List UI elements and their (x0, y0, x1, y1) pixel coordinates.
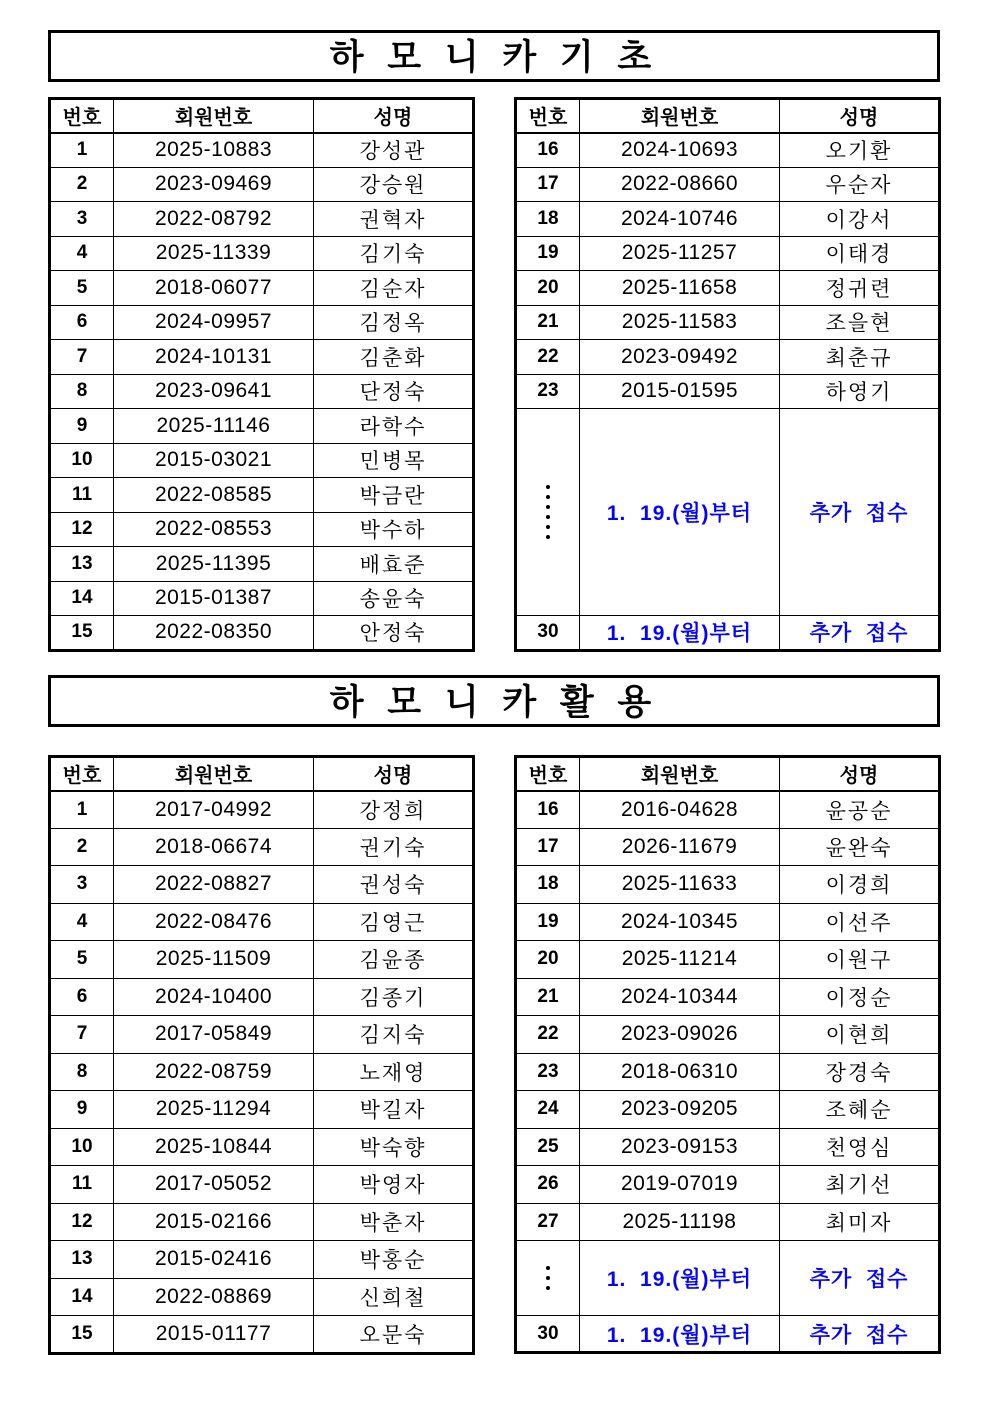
roster-table-basic-right (514, 97, 941, 652)
cell-notice-status-text: 추가 접수 (809, 1323, 909, 1347)
cell-no: 19 (516, 236, 580, 271)
table-row (50, 547, 474, 582)
table-row (516, 941, 940, 979)
cell-member-id: 2025-11395 (114, 547, 314, 582)
cell-member-id: 2017-05052 (114, 1166, 314, 1204)
cell-member-id: 2023-09492 (580, 340, 780, 375)
cell-notice-date (580, 616, 780, 651)
cell-name: 우순자 (780, 167, 940, 202)
column-header: 번호 (50, 99, 114, 133)
cell-member-id: 2022-08792 (114, 202, 314, 237)
table-row (516, 340, 940, 375)
cell-member-id: 2023-09641 (114, 374, 314, 409)
table-row (516, 1203, 940, 1241)
cell-name: 이선주 (780, 903, 940, 941)
cell-name: 천영심 (780, 1128, 940, 1166)
cell-no: 18 (516, 866, 580, 904)
table-row (516, 791, 940, 829)
final-row (516, 616, 940, 651)
cell-no: 4 (50, 903, 114, 941)
cell-member-id: 2025-10844 (114, 1128, 314, 1166)
cell-name: 이원구 (780, 941, 940, 979)
cell-member-id: 2022-08660 (580, 167, 780, 202)
cell-member-id: 2023-09153 (580, 1128, 780, 1166)
cell-name: 강정희 (314, 791, 474, 829)
cell-notice-status (780, 1316, 940, 1353)
roster-table-basic-left (48, 97, 475, 652)
table-row (516, 202, 940, 237)
cell-member-id: 2018-06310 (580, 1053, 780, 1091)
table-row (516, 1128, 940, 1166)
table-row (50, 1016, 474, 1054)
table-row (50, 374, 474, 409)
cell-member-id: 2015-03021 (114, 443, 314, 478)
cell-notice-date (580, 1316, 780, 1353)
cell-notice-date (580, 409, 780, 616)
cell-no: 10 (50, 1128, 114, 1166)
cell-name: 정귀련 (780, 271, 940, 306)
cell-no: 22 (516, 1016, 580, 1054)
cell-no: 30 (516, 1316, 580, 1353)
cell-member-id: 2015-01595 (580, 374, 780, 409)
cell-member-id: 2024-09957 (114, 305, 314, 340)
cell-no: 8 (50, 1053, 114, 1091)
cell-notice-date (580, 1241, 780, 1316)
cell-no: 26 (516, 1166, 580, 1204)
cell-member-id: 2017-05849 (114, 1016, 314, 1054)
cell-name: 노재영 (314, 1053, 474, 1091)
notice-row (516, 1241, 940, 1316)
cell-no: 23 (516, 1053, 580, 1091)
cell-member-id: 2019-07019 (580, 1166, 780, 1204)
cell-name: 최미자 (780, 1203, 940, 1241)
cell-no: 17 (516, 167, 580, 202)
cell-name: 김정옥 (314, 305, 474, 340)
header-row (50, 99, 474, 133)
cell-no: 5 (50, 271, 114, 306)
cell-notice-status-text: 추가 접수 (809, 502, 909, 525)
cell-notice-status (780, 1241, 940, 1316)
cell-notice-status (780, 616, 940, 651)
cell-name: 강승원 (314, 167, 474, 202)
table-row (516, 305, 940, 340)
table-row (50, 581, 474, 616)
table-row (516, 1166, 940, 1204)
cell-no: 20 (516, 941, 580, 979)
cell-no: 6 (50, 305, 114, 340)
cell-member-id: 2025-11583 (580, 305, 780, 340)
column-header: 회원번호 (580, 757, 780, 791)
cell-name: 조을현 (780, 305, 940, 340)
cell-name: 김순자 (314, 271, 474, 306)
table-row (50, 236, 474, 271)
cell-member-id: 2022-08476 (114, 903, 314, 941)
column-header: 번호 (50, 757, 114, 791)
table-row (50, 305, 474, 340)
cell-member-id: 2018-06674 (114, 828, 314, 866)
cell-name: 김윤종 (314, 941, 474, 979)
cell-notice-date-text: 1. 19.(월)부터 (606, 1323, 753, 1347)
cell-name: 하영기 (780, 374, 940, 409)
cell-name: 박춘자 (314, 1203, 474, 1241)
cell-no: 15 (50, 616, 114, 651)
cell-member-id: 2026-11679 (580, 828, 780, 866)
table-row (50, 340, 474, 375)
cell-no: 14 (50, 1278, 114, 1316)
cell-no: 27 (516, 1203, 580, 1241)
header-row (50, 757, 474, 791)
cell-no: 18 (516, 202, 580, 237)
table-row (50, 512, 474, 547)
cell-name: 김춘화 (314, 340, 474, 375)
cell-name: 이현희 (780, 1016, 940, 1054)
cell-no: 12 (50, 1203, 114, 1241)
cell-name: 최춘규 (780, 340, 940, 375)
cell-member-id: 2023-09205 (580, 1091, 780, 1129)
table-row (516, 866, 940, 904)
table-row (50, 866, 474, 904)
table-row (50, 1053, 474, 1091)
cell-member-id: 2024-10345 (580, 903, 780, 941)
final-row (516, 1316, 940, 1353)
table-row (50, 1091, 474, 1129)
cell-notice-status-text: 추가 접수 (809, 1268, 909, 1291)
cell-notice-status-text: 추가 접수 (809, 622, 909, 646)
table-row (516, 236, 940, 271)
cell-member-id: 2025-11339 (114, 236, 314, 271)
table-row (516, 1053, 940, 1091)
cell-no: 21 (516, 978, 580, 1016)
cell-no: 17 (516, 828, 580, 866)
cell-no: 23 (516, 374, 580, 409)
cell-name: 박금란 (314, 478, 474, 513)
cell-member-id: 2022-08827 (114, 866, 314, 904)
section-title-basic: 하 모 니 카 기 초 (329, 38, 659, 77)
vertical-ellipsis-icon (517, 485, 579, 539)
cell-name: 박숙향 (314, 1128, 474, 1166)
table-row (516, 978, 940, 1016)
cell-name: 단정숙 (314, 374, 474, 409)
cell-member-id: 2015-02166 (114, 1203, 314, 1241)
roster-table-advanced-left (48, 755, 475, 1355)
cell-name: 이정순 (780, 978, 940, 1016)
cell-member-id: 2025-11198 (580, 1203, 780, 1241)
cell-member-id: 2025-11257 (580, 236, 780, 271)
cell-no: 16 (516, 791, 580, 829)
cell-member-id: 2018-06077 (114, 271, 314, 306)
cell-member-id: 2017-04992 (114, 791, 314, 829)
column-header: 성명 (314, 99, 474, 133)
column-header: 성명 (780, 99, 940, 133)
table-row (50, 791, 474, 829)
cell-no: 5 (50, 941, 114, 979)
cell-name: 이태경 (780, 236, 940, 271)
cell-member-id: 2025-11294 (114, 1091, 314, 1129)
cell-ellipsis (516, 409, 580, 616)
cell-no: 21 (516, 305, 580, 340)
cell-no: 16 (516, 133, 580, 168)
table-row (50, 271, 474, 306)
table-row (50, 1203, 474, 1241)
table-row (516, 903, 940, 941)
table-row (50, 133, 474, 168)
roster-table-advanced-right (514, 755, 941, 1354)
cell-no: 7 (50, 340, 114, 375)
cell-member-id: 2023-09469 (114, 167, 314, 202)
header-row (516, 757, 940, 791)
column-header: 회원번호 (114, 757, 314, 791)
cell-name: 장경숙 (780, 1053, 940, 1091)
cell-member-id: 2025-11146 (114, 409, 314, 444)
cell-name: 윤공순 (780, 791, 940, 829)
cell-no: 20 (516, 271, 580, 306)
table-row (50, 1241, 474, 1279)
cell-member-id: 2025-11658 (580, 271, 780, 306)
table-row (50, 443, 474, 478)
cell-member-id: 2015-01177 (114, 1316, 314, 1354)
cell-name: 윤완숙 (780, 828, 940, 866)
cell-member-id: 2024-10344 (580, 978, 780, 1016)
cell-no: 9 (50, 409, 114, 444)
cell-no: 2 (50, 828, 114, 866)
cell-name: 박홍순 (314, 1241, 474, 1279)
cell-name: 박영자 (314, 1166, 474, 1204)
cell-no: 10 (50, 443, 114, 478)
table-row (50, 616, 474, 651)
cell-name: 안정숙 (314, 616, 474, 651)
header-row (516, 99, 940, 133)
cell-member-id: 2025-11509 (114, 941, 314, 979)
cell-no: 3 (50, 202, 114, 237)
cell-member-id: 2022-08869 (114, 1278, 314, 1316)
cell-notice-date-text: 1. 19.(월)부터 (606, 1268, 753, 1291)
table-row (50, 1166, 474, 1204)
cell-name: 라학수 (314, 409, 474, 444)
section-title-advanced: 하 모 니 카 활 용 (329, 683, 659, 722)
cell-no: 11 (50, 1166, 114, 1204)
table-row (516, 374, 940, 409)
cell-no: 13 (50, 547, 114, 582)
cell-name: 강성관 (314, 133, 474, 168)
cell-notice-date-text: 1. 19.(월)부터 (606, 622, 753, 646)
cell-no: 13 (50, 1241, 114, 1279)
cell-member-id: 2024-10746 (580, 202, 780, 237)
table-row (50, 409, 474, 444)
cell-ellipsis (516, 1241, 580, 1316)
table-row (516, 1091, 940, 1129)
cell-no: 11 (50, 478, 114, 513)
cell-member-id: 2023-09026 (580, 1016, 780, 1054)
section-title-box-advanced (48, 675, 940, 727)
cell-no: 24 (516, 1091, 580, 1129)
table-row (50, 941, 474, 979)
column-header: 번호 (516, 99, 580, 133)
cell-name: 이경희 (780, 866, 940, 904)
cell-name: 조혜순 (780, 1091, 940, 1129)
column-header: 성명 (314, 757, 474, 791)
cell-member-id: 2025-11214 (580, 941, 780, 979)
cell-name: 신희철 (314, 1278, 474, 1316)
cell-no: 30 (516, 616, 580, 651)
cell-member-id: 2016-04628 (580, 791, 780, 829)
cell-no: 6 (50, 978, 114, 1016)
cell-name: 송윤숙 (314, 581, 474, 616)
table-row (50, 202, 474, 237)
cell-no: 1 (50, 133, 114, 168)
cell-no: 14 (50, 581, 114, 616)
table-row (50, 1128, 474, 1166)
cell-no: 2 (50, 167, 114, 202)
cell-name: 이강서 (780, 202, 940, 237)
cell-no: 9 (50, 1091, 114, 1129)
cell-member-id: 2024-10693 (580, 133, 780, 168)
notice-row (516, 409, 940, 616)
cell-name: 권성숙 (314, 866, 474, 904)
cell-no: 8 (50, 374, 114, 409)
cell-member-id: 2022-08350 (114, 616, 314, 651)
table-row (50, 478, 474, 513)
cell-name: 권기숙 (314, 828, 474, 866)
cell-member-id: 2022-08585 (114, 478, 314, 513)
cell-member-id: 2024-10400 (114, 978, 314, 1016)
table-row (50, 828, 474, 866)
column-header: 회원번호 (114, 99, 314, 133)
table-row (516, 167, 940, 202)
cell-member-id: 2025-11633 (580, 866, 780, 904)
cell-no: 7 (50, 1016, 114, 1054)
table-row (516, 133, 940, 168)
cell-no: 25 (516, 1128, 580, 1166)
cell-no: 1 (50, 791, 114, 829)
cell-name: 배효준 (314, 547, 474, 582)
table-row (50, 978, 474, 1016)
cell-name: 김영근 (314, 903, 474, 941)
table-row (50, 1316, 474, 1354)
table-row (50, 167, 474, 202)
table-row (516, 1016, 940, 1054)
cell-name: 최기선 (780, 1166, 940, 1204)
table-row (50, 903, 474, 941)
table-row (516, 828, 940, 866)
table-row (50, 1278, 474, 1316)
cell-name: 박길자 (314, 1091, 474, 1129)
vertical-ellipsis-icon (517, 1266, 579, 1290)
cell-member-id: 2015-02416 (114, 1241, 314, 1279)
column-header: 회원번호 (580, 99, 780, 133)
cell-name: 오문숙 (314, 1316, 474, 1354)
cell-notice-status (780, 409, 940, 616)
cell-name: 김종기 (314, 978, 474, 1016)
cell-name: 권혁자 (314, 202, 474, 237)
cell-name: 오기환 (780, 133, 940, 168)
cell-no: 12 (50, 512, 114, 547)
cell-name: 박수하 (314, 512, 474, 547)
cell-no: 22 (516, 340, 580, 375)
cell-member-id: 2015-01387 (114, 581, 314, 616)
cell-no: 15 (50, 1316, 114, 1354)
column-header: 번호 (516, 757, 580, 791)
cell-member-id: 2024-10131 (114, 340, 314, 375)
section-title-box-basic (48, 30, 940, 82)
cell-member-id: 2025-10883 (114, 133, 314, 168)
cell-name: 김지숙 (314, 1016, 474, 1054)
cell-name: 민병목 (314, 443, 474, 478)
column-header: 성명 (780, 757, 940, 791)
cell-notice-date-text: 1. 19.(월)부터 (606, 502, 753, 525)
cell-no: 3 (50, 866, 114, 904)
cell-member-id: 2022-08553 (114, 512, 314, 547)
cell-member-id: 2022-08759 (114, 1053, 314, 1091)
cell-no: 19 (516, 903, 580, 941)
cell-name: 김기숙 (314, 236, 474, 271)
table-row (516, 271, 940, 306)
cell-no: 4 (50, 236, 114, 271)
